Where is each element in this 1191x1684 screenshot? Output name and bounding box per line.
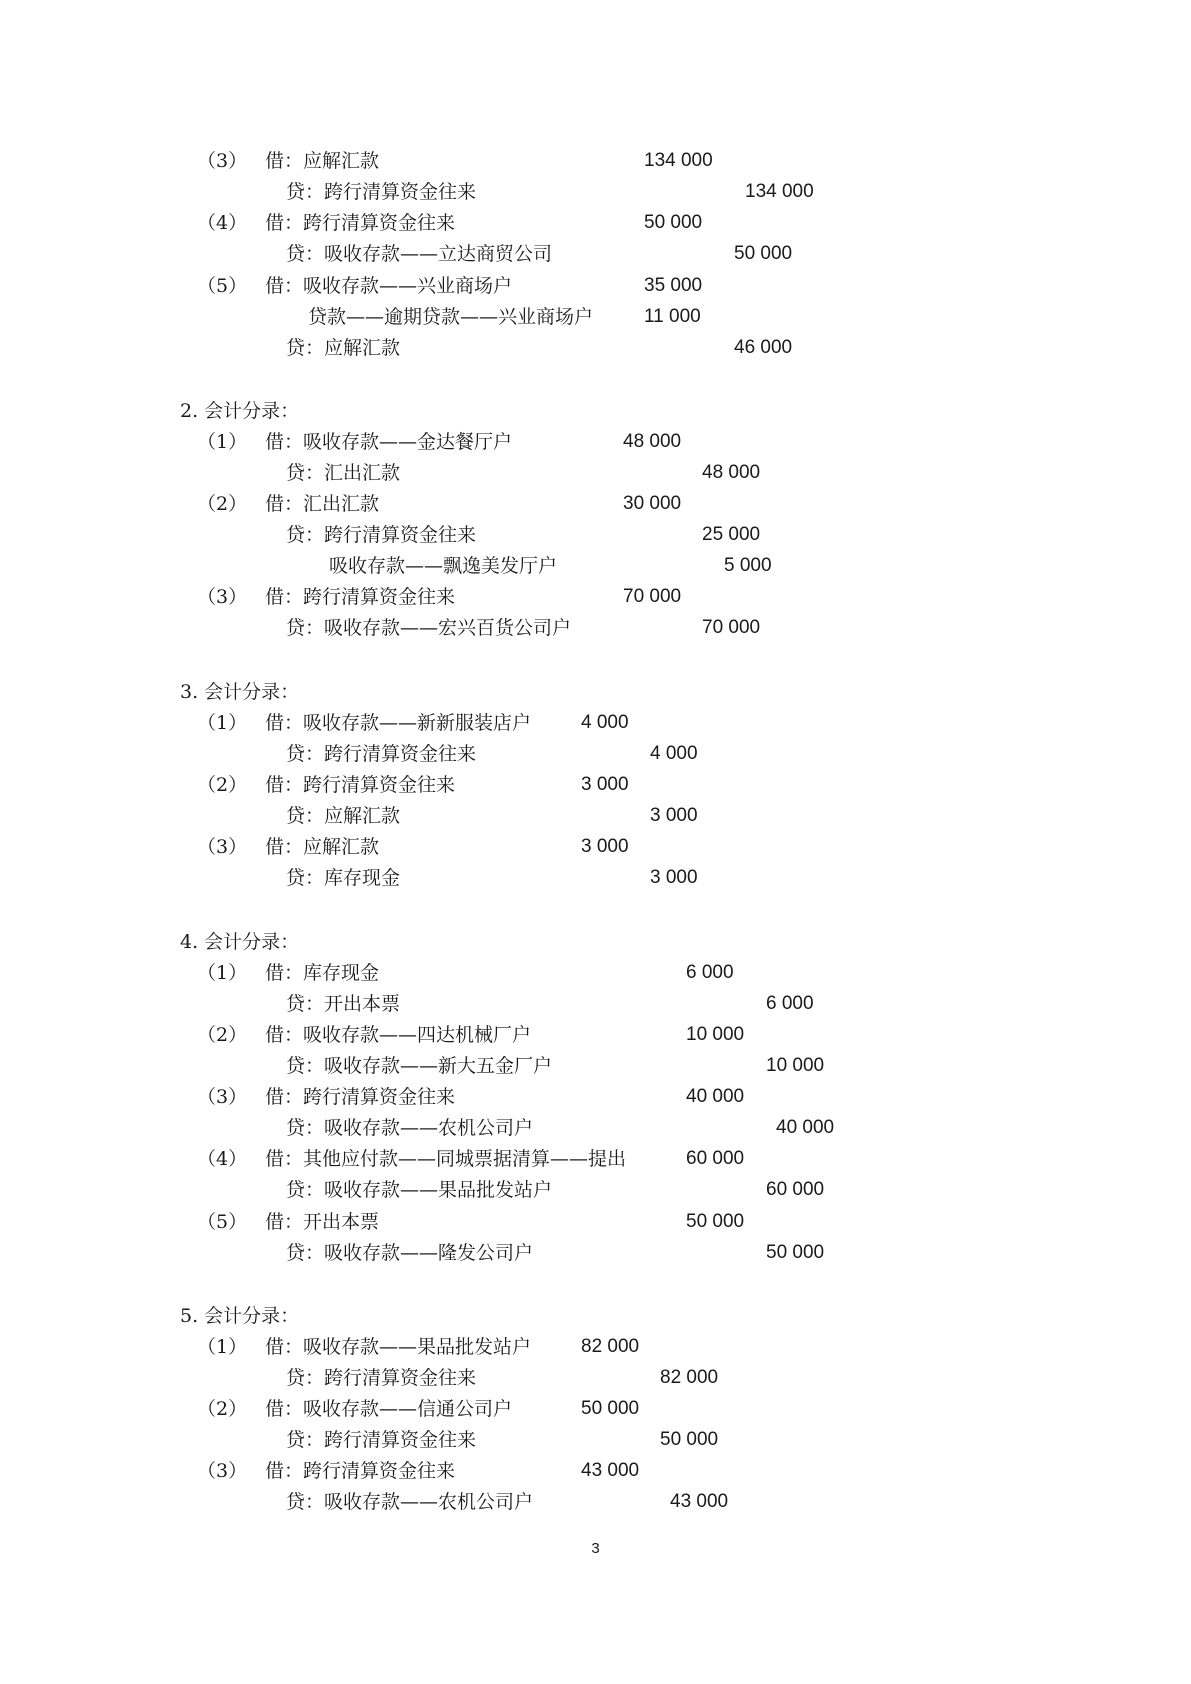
entry-line	[0, 957, 1191, 989]
entry-account: 贷：应解汇款	[286, 805, 401, 827]
entry-line	[0, 1393, 1191, 1425]
entry-index: （3）	[197, 150, 248, 172]
debit-amount: 50 000	[644, 212, 703, 233]
entry-account: 借：跨行清算资金往来	[265, 212, 456, 234]
entry-index: （3）	[197, 836, 248, 858]
credit-amount: 6 000	[766, 993, 814, 1014]
section-heading	[0, 676, 1191, 708]
entry-account: 借：库存现金	[265, 962, 380, 984]
entry-line	[0, 862, 1191, 894]
entry-index: （5）	[197, 275, 248, 297]
credit-amount: 48 000	[702, 462, 761, 483]
entry-account: 贷：跨行清算资金往来	[286, 1367, 477, 1389]
credit-amount: 82 000	[660, 1367, 719, 1388]
entry-index: （3）	[197, 1086, 248, 1108]
entry-account: 借：跨行清算资金往来	[265, 1086, 456, 1108]
debit-amount: 11 000	[644, 306, 701, 327]
entry-account: 贷：吸收存款——立达商贸公司	[286, 243, 553, 265]
entry-account: 贷：汇出汇款	[286, 462, 401, 484]
debit-amount: 4 000	[581, 712, 629, 733]
credit-amount: 10 000	[766, 1055, 825, 1076]
debit-amount: 50 000	[686, 1211, 745, 1232]
debit-amount: 70 000	[623, 586, 682, 607]
credit-amount: 25 000	[702, 524, 761, 545]
credit-amount: 5 000	[724, 555, 772, 576]
debit-amount: 43 000	[581, 1460, 640, 1481]
credit-amount: 3 000	[650, 805, 698, 826]
entry-account: 贷：吸收存款——农机公司户	[286, 1117, 534, 1139]
entry-line	[0, 238, 1191, 270]
entry-account: 借：吸收存款——金达餐厅户	[265, 431, 513, 453]
entry-line	[0, 612, 1191, 644]
entry-account: 借：应解汇款	[265, 150, 380, 172]
entry-line	[0, 457, 1191, 489]
entry-line	[0, 426, 1191, 458]
credit-amount: 40 000	[776, 1117, 835, 1138]
entry-account: 贷：跨行清算资金往来	[286, 181, 477, 203]
entry-index: （4）	[197, 212, 248, 234]
debit-amount: 40 000	[686, 1086, 745, 1107]
debit-amount: 6 000	[686, 962, 734, 983]
entry-line	[0, 1362, 1191, 1394]
debit-amount: 134 000	[644, 150, 713, 171]
entry-line	[0, 707, 1191, 739]
page-number: 3	[591, 1540, 600, 1557]
entry-account: 借：开出本票	[265, 1211, 380, 1233]
entry-account: 贷：吸收存款——宏兴百货公司户	[286, 617, 572, 639]
entry-account: 借：跨行清算资金往来	[265, 1460, 456, 1482]
entry-line	[0, 1081, 1191, 1113]
entry-line	[0, 831, 1191, 863]
entry-line	[0, 1424, 1191, 1456]
entry-line	[0, 519, 1191, 551]
section-heading	[0, 926, 1191, 958]
credit-amount: 46 000	[734, 337, 793, 358]
entry-index: （1）	[197, 1336, 248, 1358]
credit-amount: 4 000	[650, 743, 698, 764]
credit-amount: 43 000	[670, 1491, 729, 1512]
entry-line	[0, 800, 1191, 832]
entry-line	[0, 1206, 1191, 1238]
credit-amount: 50 000	[660, 1429, 719, 1450]
entry-line	[0, 1331, 1191, 1363]
debit-amount: 35 000	[644, 275, 703, 296]
debit-amount: 10 000	[686, 1024, 745, 1045]
entry-line	[0, 769, 1191, 801]
entry-account: 贷：吸收存款——隆发公司户	[286, 1242, 534, 1264]
entry-line	[0, 1486, 1191, 1518]
entry-index: （4）	[197, 1148, 248, 1170]
entry-line	[0, 1050, 1191, 1082]
entry-line	[0, 1237, 1191, 1269]
entry-line	[0, 1455, 1191, 1487]
section-title: 4. 会计分录：	[180, 931, 300, 953]
section-title: 2. 会计分录：	[180, 400, 300, 422]
entry-account: 借：跨行清算资金往来	[265, 774, 456, 796]
debit-amount: 3 000	[581, 836, 629, 857]
credit-amount: 60 000	[766, 1179, 825, 1200]
entry-line	[0, 738, 1191, 770]
entry-line	[0, 1143, 1191, 1175]
entry-line	[0, 1112, 1191, 1144]
entry-line	[0, 581, 1191, 613]
credit-amount: 70 000	[702, 617, 761, 638]
entry-account: 借：汇出汇款	[265, 493, 380, 515]
entry-line	[0, 1174, 1191, 1206]
entry-index: （3）	[197, 586, 248, 608]
entry-index: （1）	[197, 962, 248, 984]
credit-amount: 3 000	[650, 867, 698, 888]
entry-account: 吸收存款——飘逸美发厅户	[329, 555, 558, 577]
entry-account: 贷：跨行清算资金往来	[286, 743, 477, 765]
entry-account: 借：吸收存款——信通公司户	[265, 1398, 513, 1420]
credit-amount: 50 000	[766, 1242, 825, 1263]
entry-line	[0, 270, 1191, 302]
debit-amount: 82 000	[581, 1336, 640, 1357]
entry-account: 借：吸收存款——果品批发站户	[265, 1336, 532, 1358]
debit-amount: 60 000	[686, 1148, 745, 1169]
entry-index: （1）	[197, 712, 248, 734]
entry-line	[0, 988, 1191, 1020]
entry-account: 贷：吸收存款——农机公司户	[286, 1491, 534, 1513]
entry-account: 贷：吸收存款——果品批发站户	[286, 1179, 553, 1201]
entry-account: 借：吸收存款——兴业商场户	[265, 275, 513, 297]
credit-amount: 50 000	[734, 243, 793, 264]
entry-account: 贷款——逾期贷款——兴业商场户	[308, 306, 594, 328]
entry-account: 借：其他应付款——同城票据清算——提出	[265, 1148, 627, 1170]
entry-account: 贷：跨行清算资金往来	[286, 524, 477, 546]
entry-account: 贷：吸收存款——新大五金厂户	[286, 1055, 553, 1077]
entry-account: 借：跨行清算资金往来	[265, 586, 456, 608]
entry-account: 贷：库存现金	[286, 867, 401, 889]
entry-account: 借：应解汇款	[265, 836, 380, 858]
entry-index: （2）	[197, 774, 248, 796]
entry-account: 借：吸收存款——四达机械厂户	[265, 1024, 532, 1046]
entry-index: （2）	[197, 1024, 248, 1046]
entry-line	[0, 550, 1191, 582]
entry-index: （2）	[197, 1398, 248, 1420]
entry-line	[0, 301, 1191, 333]
entry-line	[0, 488, 1191, 520]
section-title: 3. 会计分录：	[180, 681, 300, 703]
section-heading	[0, 395, 1191, 427]
entry-index: （1）	[197, 431, 248, 453]
debit-amount: 50 000	[581, 1398, 640, 1419]
entry-line	[0, 1019, 1191, 1051]
section-heading	[0, 1300, 1191, 1332]
entry-account: 贷：应解汇款	[286, 337, 401, 359]
entry-line	[0, 332, 1191, 364]
entry-index: （2）	[197, 493, 248, 515]
entry-account: 借：吸收存款——新新服装店户	[265, 712, 532, 734]
debit-amount: 3 000	[581, 774, 629, 795]
entry-line	[0, 145, 1191, 177]
entry-line	[0, 207, 1191, 239]
section-title: 5. 会计分录：	[180, 1305, 300, 1327]
entry-account: 贷：跨行清算资金往来	[286, 1429, 477, 1451]
entry-line	[0, 176, 1191, 208]
credit-amount: 134 000	[745, 181, 814, 202]
debit-amount: 30 000	[623, 493, 682, 514]
entry-account: 贷：开出本票	[286, 993, 401, 1015]
entry-index: （3）	[197, 1460, 248, 1482]
debit-amount: 48 000	[623, 431, 682, 452]
entry-index: （5）	[197, 1211, 248, 1233]
